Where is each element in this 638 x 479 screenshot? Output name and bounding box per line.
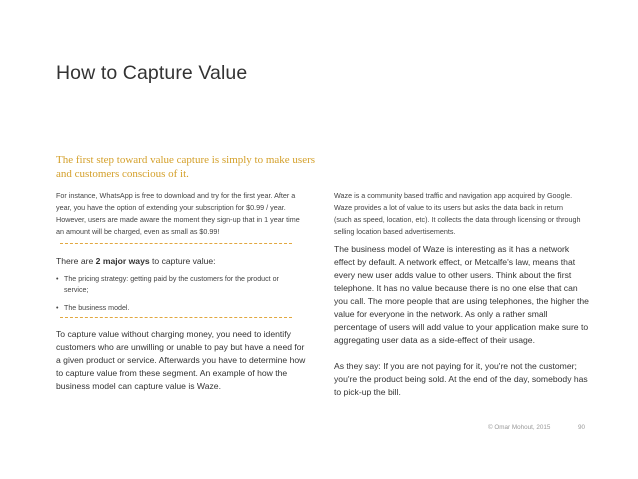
copyright-footer: © Omar Mohout, 2015 [488, 424, 551, 431]
major-ways-suffix: to capture value: [149, 256, 216, 266]
list-item-text: The pricing strategy: getting paid by the customers for the product or service; [64, 275, 279, 294]
major-ways-bold: 2 major ways [95, 256, 150, 266]
list-item-text: The business model. [64, 304, 130, 312]
major-ways-heading [56, 256, 216, 266]
dashed-divider-bottom [60, 317, 292, 318]
capture-value-paragraph: To capture value without charging money, you need to identify customers who are unwilling or unable to pay but have a need for a given product or service. Afterwards you have to determine how to capture value from these segment. An example of how the business model can capture value is Waze. [56, 329, 306, 391]
page-number: 90 [578, 424, 586, 431]
major-ways-prefix: There are [56, 256, 96, 266]
quote-paragraph: As they say: If you are not paying for it, you're not the customer; you're the product being sold. At the end of the day, somebody has to pick-up the bill. [334, 361, 588, 397]
page-title: How to Capture Value [56, 62, 248, 84]
major-ways-list [56, 274, 302, 321]
business-model-paragraph: The business model of Waze is interesting as it has a network effect by default. A network effect, or Metcalfe's law, means that every new user adds value to other users. Think about the first telephone. It has no value because there is no one else that can you call. The more people that are using telephones, the higher the value for everyone in the network. As only a rather small percentage of users will add value to your application make sure to aggregating user data as a side-effect of their usage. [334, 244, 589, 345]
dashed-divider-top [60, 243, 292, 244]
list-item [56, 274, 302, 296]
waze-intro-paragraph: Waze is a community based traffic and navigation app acquired by Google. Waze provides a lot of value to its users but asks the data back in return (such as speed, location, etc). It collects the data through licensing or through selling location based advertisements. [334, 191, 581, 236]
whatsapp-paragraph: For instance, WhatsApp is free to download and try for the first year. After a year, you have the option of extending your subscription for $0.99 / year. However, users are made aware the moment they sign-up that in 1 year time an amount will be charged, even as small as $0.99! [56, 191, 300, 236]
lead-statement: The first step toward value capture is simply to make users and customers conscious of it. [56, 154, 316, 180]
list-item [56, 303, 302, 314]
bullet-icon: • [56, 304, 59, 312]
bullet-icon: • [56, 275, 59, 283]
